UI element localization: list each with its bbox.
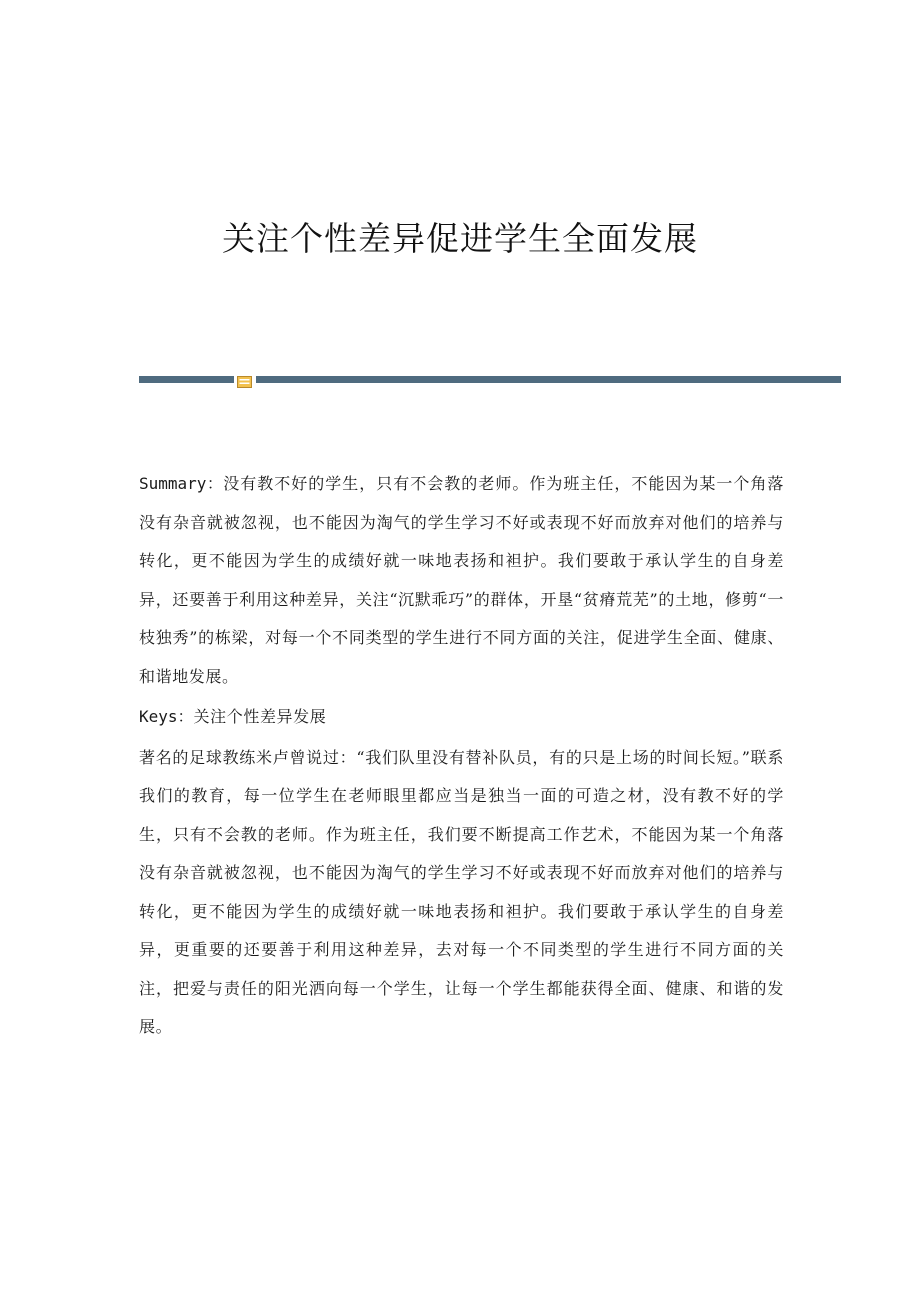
divider-bar-right: [256, 376, 841, 383]
keys-paragraph: [139, 698, 784, 737]
summary-label: Summary：: [139, 474, 224, 493]
summary-text: 没有教不好的学生，只有不会教的老师。作为班主任，不能因为某一个角落没有杂音就被忽视，也不能因为淘气的学生学习不好或表现不好而放弃对他们的培养与转化，更不能因为学生的成绩好就一味地表扬和袒护。我们要敢于承认学生的自身差异，还要善于利用这种差异，关注“沉默乖巧”的群体，开垦“贫瘠荒芜”的土地，修剪“一枝独秀”的栋梁，对每一个不同类型的学生进行不同方面的关注，促进学生全面、健康、和谐地发展。: [139, 474, 784, 686]
keys-label: Keys：: [139, 707, 194, 726]
keys-text: 关注个性差异发展: [193, 707, 327, 726]
document-title: 关注个性差异促进学生全面发展: [222, 219, 698, 258]
title-divider: [139, 373, 841, 385]
body-paragraph: 著名的足球教练米卢曾说过：“我们队里没有替补队员，有的只是上场的时间长短。”联系我们的教育，每一位学生在老师眼里都应当是独当一面的可造之材，没有教不好的学生，只有不会教的老师。作为班主任，我们要不断提高工作艺术，不能因为某一个角落没有杂音就被忽视，也不能因为淘气的学生学习不好或表现不好而放弃对他们的培养与转化，更不能因为学生的成绩好就一味地表扬和袒护。我们要敢于承认学生的自身差异，更重要的还要善于利用这种差异，去对每一个不同类型的学生进行不同方面的关注，把爱与责任的阳光洒向每一个学生，让每一个学生都能获得全面、健康、和谐的发展。: [139, 747, 784, 1036]
document-body: [139, 465, 784, 1049]
document-emblem-icon: [237, 373, 252, 385]
divider-bar-left: [139, 376, 234, 383]
summary-paragraph: [139, 465, 784, 696]
